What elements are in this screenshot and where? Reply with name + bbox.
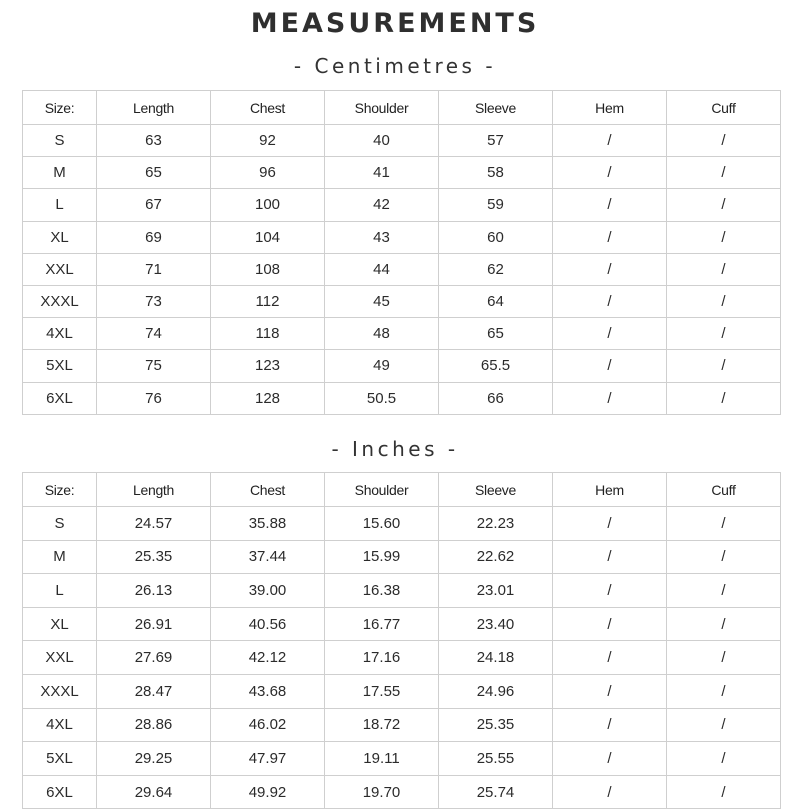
table-cell: 23.40 <box>439 607 553 641</box>
table-cell: 67 <box>97 189 211 221</box>
measurements-table-inches <box>22 472 781 809</box>
table-cell: / <box>553 189 667 221</box>
table-cell: 58 <box>439 157 553 189</box>
table-cell: / <box>667 607 781 641</box>
size-cell: M <box>23 540 97 574</box>
table-row <box>23 157 781 189</box>
table-cell: / <box>553 540 667 574</box>
table-cell: 43.68 <box>211 674 325 708</box>
table-cell: 18.72 <box>325 708 439 742</box>
table-cell: / <box>553 507 667 541</box>
table-cell: / <box>667 382 781 414</box>
table-cell: / <box>667 253 781 285</box>
size-cell: XXL <box>23 253 97 285</box>
column-header: Sleeve <box>439 91 553 125</box>
table-cell: 44 <box>325 253 439 285</box>
table-cell: 49 <box>325 350 439 382</box>
table-cell: 28.86 <box>97 708 211 742</box>
table-cell: 26.91 <box>97 607 211 641</box>
table-cell: 25.35 <box>439 708 553 742</box>
table-cell: 66 <box>439 382 553 414</box>
table-cell: 65.5 <box>439 350 553 382</box>
table-row <box>23 350 781 382</box>
table-cell: 42 <box>325 189 439 221</box>
table-row <box>23 674 781 708</box>
table-cell: 19.11 <box>325 742 439 776</box>
column-header: Size: <box>23 91 97 125</box>
table-row <box>23 507 781 541</box>
table-cell: / <box>553 285 667 317</box>
size-cell: S <box>23 125 97 157</box>
size-cell: 4XL <box>23 318 97 350</box>
table-cell: 57 <box>439 125 553 157</box>
table-cell: / <box>667 540 781 574</box>
table-cell: 62 <box>439 253 553 285</box>
table-cell: 96 <box>211 157 325 189</box>
table-cell: / <box>667 574 781 608</box>
column-header: Shoulder <box>325 473 439 507</box>
size-cell: L <box>23 189 97 221</box>
table-cell: 46.02 <box>211 708 325 742</box>
table-cell: 92 <box>211 125 325 157</box>
section-subtitle-centimetres: - Centimetres - <box>293 54 497 78</box>
column-header: Cuff <box>667 473 781 507</box>
table-cell: 40 <box>325 125 439 157</box>
table-row <box>23 285 781 317</box>
table-cell: 123 <box>211 350 325 382</box>
table-row <box>23 125 781 157</box>
table-cell: 15.60 <box>325 507 439 541</box>
page-title: MEASUREMENTS <box>250 8 540 39</box>
size-cell: XXL <box>23 641 97 675</box>
table-cell: / <box>553 674 667 708</box>
table-cell: / <box>553 574 667 608</box>
table-cell: 25.35 <box>97 540 211 574</box>
table-row <box>23 607 781 641</box>
table-cell: 71 <box>97 253 211 285</box>
table-cell: / <box>553 157 667 189</box>
table-cell: 29.64 <box>97 775 211 809</box>
table-row <box>23 540 781 574</box>
table-cell: 42.12 <box>211 641 325 675</box>
table-row <box>23 382 781 414</box>
size-cell: 4XL <box>23 708 97 742</box>
table-cell: 60 <box>439 221 553 253</box>
table-cell: 25.55 <box>439 742 553 776</box>
table-cell: 19.70 <box>325 775 439 809</box>
table-cell: / <box>667 708 781 742</box>
table-cell: / <box>553 708 667 742</box>
size-cell: 6XL <box>23 382 97 414</box>
table-cell: 49.92 <box>211 775 325 809</box>
table-cell: 35.88 <box>211 507 325 541</box>
table-cell: 73 <box>97 285 211 317</box>
table-cell: 24.96 <box>439 674 553 708</box>
measurements-table-centimetres <box>22 90 781 415</box>
table-cell: 17.16 <box>325 641 439 675</box>
size-cell: 6XL <box>23 775 97 809</box>
table-cell: 108 <box>211 253 325 285</box>
table-cell: 25.74 <box>439 775 553 809</box>
table-cell: 69 <box>97 221 211 253</box>
table-cell: 16.77 <box>325 607 439 641</box>
table-cell: 27.69 <box>97 641 211 675</box>
table-cell: 22.62 <box>439 540 553 574</box>
size-cell: S <box>23 507 97 541</box>
table-cell: / <box>553 253 667 285</box>
table-cell: 59 <box>439 189 553 221</box>
table-cell: 23.01 <box>439 574 553 608</box>
table-cell: 28.47 <box>97 674 211 708</box>
column-header: Shoulder <box>325 91 439 125</box>
table-cell: / <box>667 157 781 189</box>
table-cell: 43 <box>325 221 439 253</box>
table-cell: 76 <box>97 382 211 414</box>
table-cell: 118 <box>211 318 325 350</box>
table-row <box>23 253 781 285</box>
table-cell: 22.23 <box>439 507 553 541</box>
table-cell: / <box>553 742 667 776</box>
column-header: Hem <box>553 473 667 507</box>
table-row <box>23 641 781 675</box>
size-cell: XL <box>23 221 97 253</box>
table-row <box>23 775 781 809</box>
table-cell: / <box>553 641 667 675</box>
table-cell: 65 <box>97 157 211 189</box>
table-row <box>23 574 781 608</box>
table-cell: 50.5 <box>325 382 439 414</box>
column-header: Length <box>97 91 211 125</box>
column-header: Chest <box>211 91 325 125</box>
table-cell: / <box>667 125 781 157</box>
table-cell: 112 <box>211 285 325 317</box>
table-cell: / <box>553 607 667 641</box>
table-cell: 29.25 <box>97 742 211 776</box>
table-cell: / <box>667 189 781 221</box>
table-cell: / <box>667 285 781 317</box>
table-cell: 74 <box>97 318 211 350</box>
section-subtitle-inches: - Inches - <box>331 437 459 461</box>
table-cell: / <box>667 507 781 541</box>
size-cell: M <box>23 157 97 189</box>
table-cell: 16.38 <box>325 574 439 608</box>
table-cell: 26.13 <box>97 574 211 608</box>
table-cell: / <box>553 318 667 350</box>
size-cell: XL <box>23 607 97 641</box>
size-cell: 5XL <box>23 742 97 776</box>
table-cell: 104 <box>211 221 325 253</box>
table-cell: 41 <box>325 157 439 189</box>
table-cell: / <box>667 350 781 382</box>
table-cell: / <box>553 350 667 382</box>
table-row <box>23 708 781 742</box>
size-cell: L <box>23 574 97 608</box>
size-cell: 5XL <box>23 350 97 382</box>
column-header: Chest <box>211 473 325 507</box>
table-cell: / <box>667 221 781 253</box>
table-cell: 17.55 <box>325 674 439 708</box>
size-cell: XXXL <box>23 674 97 708</box>
table-row <box>23 221 781 253</box>
table-cell: 63 <box>97 125 211 157</box>
table-cell: 64 <box>439 285 553 317</box>
table-cell: 47.97 <box>211 742 325 776</box>
table-cell: / <box>667 641 781 675</box>
table-cell: / <box>667 742 781 776</box>
column-header: Size: <box>23 473 97 507</box>
table-row <box>23 742 781 776</box>
column-header: Cuff <box>667 91 781 125</box>
table-cell: 37.44 <box>211 540 325 574</box>
table-cell: / <box>553 382 667 414</box>
table-cell: 100 <box>211 189 325 221</box>
table-cell: / <box>553 125 667 157</box>
table-cell: 24.18 <box>439 641 553 675</box>
table-cell: / <box>553 221 667 253</box>
table-cell: / <box>667 318 781 350</box>
column-header: Length <box>97 473 211 507</box>
table-cell: 40.56 <box>211 607 325 641</box>
table-cell: 48 <box>325 318 439 350</box>
table-header-row <box>23 473 781 507</box>
size-cell: XXXL <box>23 285 97 317</box>
table-cell: 128 <box>211 382 325 414</box>
table-cell: 39.00 <box>211 574 325 608</box>
table-row <box>23 318 781 350</box>
table-cell: 65 <box>439 318 553 350</box>
table-cell: 45 <box>325 285 439 317</box>
table-header-row <box>23 91 781 125</box>
column-header: Sleeve <box>439 473 553 507</box>
table-cell: 15.99 <box>325 540 439 574</box>
table-cell: 24.57 <box>97 507 211 541</box>
column-header: Hem <box>553 91 667 125</box>
table-cell: 75 <box>97 350 211 382</box>
table-cell: / <box>667 674 781 708</box>
table-cell: / <box>553 775 667 809</box>
table-cell: / <box>667 775 781 809</box>
table-row <box>23 189 781 221</box>
